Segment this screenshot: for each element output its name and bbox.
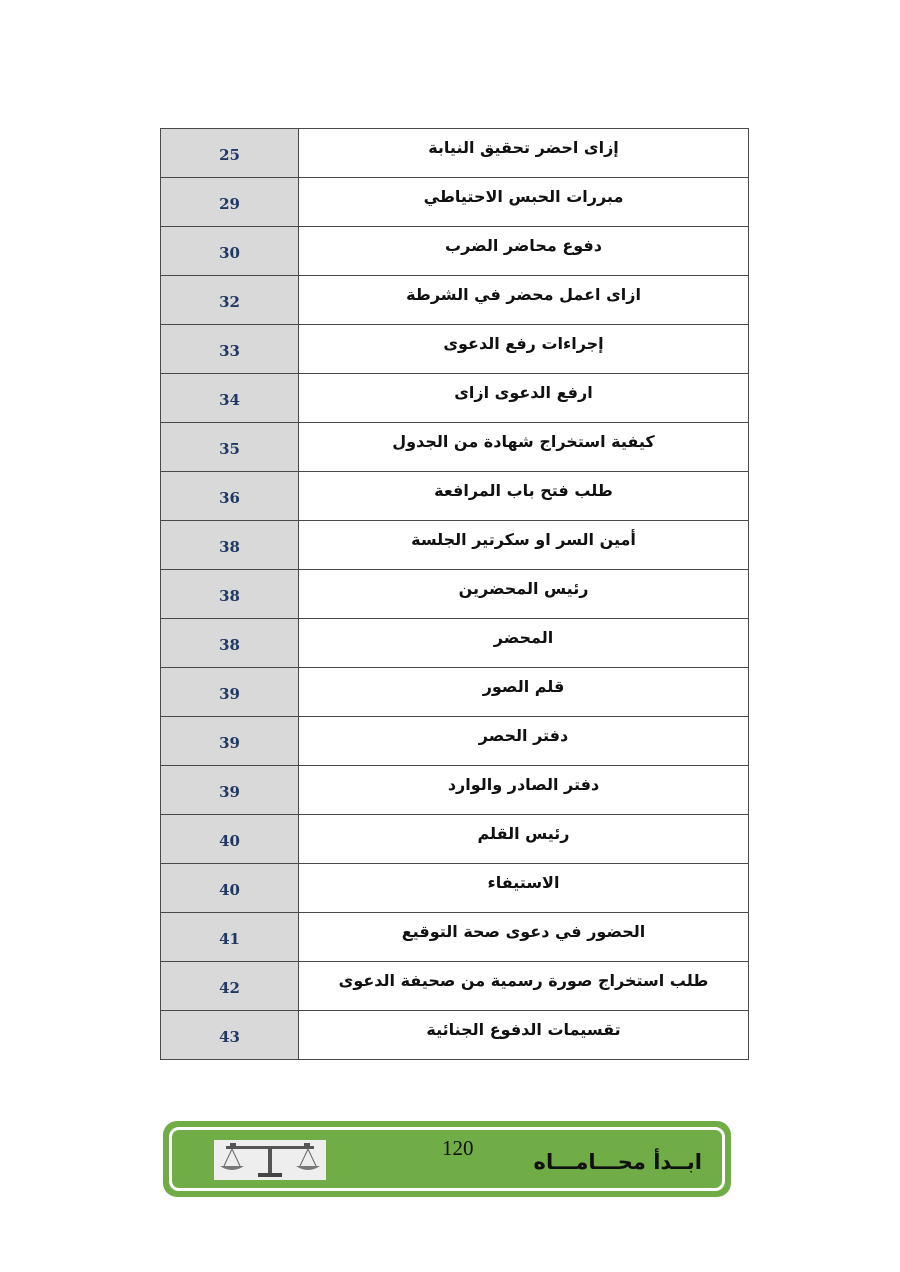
toc-page-number: 39 xyxy=(161,668,299,717)
toc-title: مبررات الحبس الاحتياطي xyxy=(299,178,749,227)
toc-title: كيفية استخراج شهادة من الجدول xyxy=(299,423,749,472)
footer-banner xyxy=(163,1121,731,1197)
toc-page-number: 43 xyxy=(161,1011,299,1060)
toc-row xyxy=(161,472,749,521)
scales-of-justice-icon xyxy=(214,1140,326,1180)
toc-page-number: 38 xyxy=(161,619,299,668)
toc-page-number: 41 xyxy=(161,913,299,962)
toc-row xyxy=(161,374,749,423)
toc-title: رئيس القلم xyxy=(299,815,749,864)
toc-row xyxy=(161,178,749,227)
toc-title: رئيس المحضرين xyxy=(299,570,749,619)
toc-page-number: 36 xyxy=(161,472,299,521)
toc-title: دفتر الحصر xyxy=(299,717,749,766)
toc-row xyxy=(161,227,749,276)
toc-page-number: 34 xyxy=(161,374,299,423)
toc-title: ازاى اعمل محضر في الشرطة xyxy=(299,276,749,325)
toc-row xyxy=(161,325,749,374)
toc-title: دفوع محاضر الضرب xyxy=(299,227,749,276)
toc-title: دفتر الصادر والوارد xyxy=(299,766,749,815)
toc-title: إجراءات رفع الدعوى xyxy=(299,325,749,374)
toc-page-number: 38 xyxy=(161,521,299,570)
toc-page-number: 32 xyxy=(161,276,299,325)
toc-body xyxy=(161,129,749,1060)
toc-row xyxy=(161,913,749,962)
toc-title: ارفع الدعوى ازاى xyxy=(299,374,749,423)
toc-page-number: 38 xyxy=(161,570,299,619)
toc-row xyxy=(161,864,749,913)
toc-page-number: 40 xyxy=(161,864,299,913)
toc-title: أمين السر او سكرتير الجلسة xyxy=(299,521,749,570)
toc-page-number: 40 xyxy=(161,815,299,864)
table-of-contents xyxy=(160,128,749,1060)
toc-title: تقسيمات الدفوع الجنائية xyxy=(299,1011,749,1060)
toc-row xyxy=(161,521,749,570)
toc-page-number: 25 xyxy=(161,129,299,178)
toc-title: الاستيفاء xyxy=(299,864,749,913)
toc-title: إزاى احضر تحقيق النيابة xyxy=(299,129,749,178)
toc-title: قلم الصور xyxy=(299,668,749,717)
toc-page-number: 35 xyxy=(161,423,299,472)
page-number: 120 xyxy=(442,1136,474,1160)
footer-frame xyxy=(169,1127,725,1191)
toc-row xyxy=(161,423,749,472)
toc-page-number: 39 xyxy=(161,717,299,766)
toc-row xyxy=(161,766,749,815)
toc-page-number: 29 xyxy=(161,178,299,227)
toc-title: طلب استخراج صورة رسمية من صحيفة الدعوى xyxy=(299,962,749,1011)
toc-title: طلب فتح باب المرافعة xyxy=(299,472,749,521)
toc-row xyxy=(161,717,749,766)
toc-row xyxy=(161,1011,749,1060)
toc-row xyxy=(161,962,749,1011)
toc-row xyxy=(161,668,749,717)
toc-row xyxy=(161,276,749,325)
toc-row xyxy=(161,129,749,178)
toc-row xyxy=(161,815,749,864)
toc-title: المحضر xyxy=(299,619,749,668)
toc-row xyxy=(161,570,749,619)
toc-row xyxy=(161,619,749,668)
toc-page-number: 33 xyxy=(161,325,299,374)
toc-page-number: 42 xyxy=(161,962,299,1011)
toc-page-number: 39 xyxy=(161,766,299,815)
toc-title: الحضور في دعوى صحة التوقيع xyxy=(299,913,749,962)
brand-name: ابــدأ محـــامـــاه xyxy=(533,1150,702,1174)
toc-page-number: 30 xyxy=(161,227,299,276)
